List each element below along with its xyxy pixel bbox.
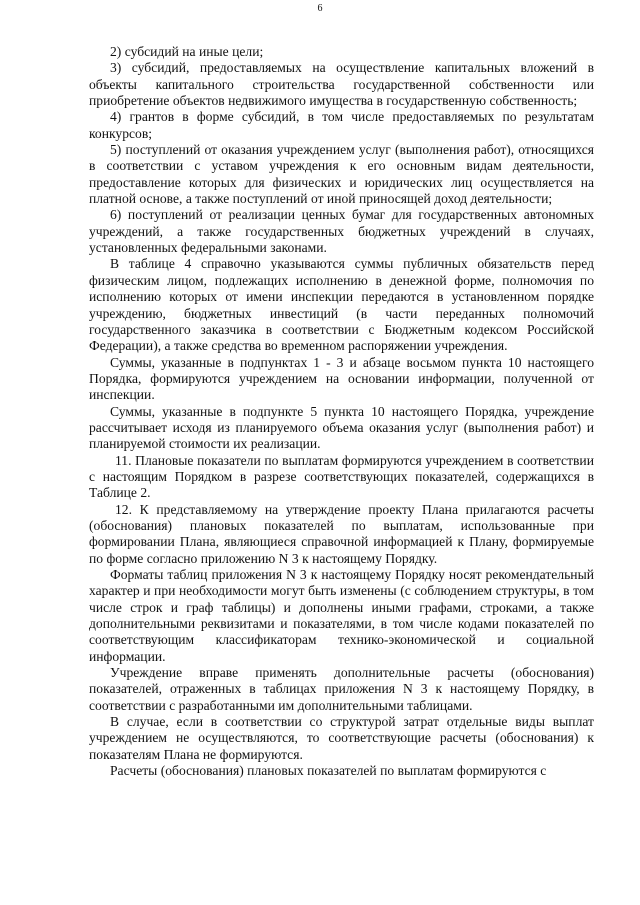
paragraph-additional-calc: Учреждение вправе применять дополнительные расчеты (обоснования) показателей, отраженных в таблицах приложения N 3 к настоящему Порядку, в соответствии с разработанными им дополнительными таблицами. (89, 665, 594, 713)
paragraph-sums-5: Суммы, указанные в подпункте 5 пункта 10 настоящего Порядка, учреждение рассчитывает исходя из планируемого объема оказания услуг (выполнения работ) и планируемой стоимости их реализации. (89, 403, 594, 452)
page-number: 6 (317, 3, 323, 14)
paragraph-service-income: 5) поступлений от оказания учреждением услуг (выполнения работ), относящихся в соответствии с уставом учреждения к его основным видам деятельности, предоставление которых для физических и юридических лиц осуществляется на платной основе, а также поступлений от иной приносящей доход деятельности; (89, 142, 594, 207)
paragraph-securities: 6) поступлений от реализации ценных бумаг для государственных автономных учреждений, а также государственных бюджетных учреждений в случаях, установленных федеральными законами. (89, 207, 594, 256)
paragraph-calc-formed: Расчеты (обоснования) плановых показателей по выплатам формируются с (110, 763, 547, 779)
paragraph-no-payments: В случае, если в соответствии со структурой затрат отдельные виды выплат учреждением не осуществляются, то соответствующие расчеты (обоснования) к показателям Плана не формируются. (89, 714, 594, 762)
paragraph-grants: 4) грантов в форме субсидий, в том числе предоставляемых по результатам конкурсов; (89, 109, 594, 141)
paragraph-subsidy-other: 2) субсидий на иные цели; (110, 44, 264, 59)
paragraph-item-11: 11. Плановые показатели по выплатам формируются учреждением в соответствии с настоящим Порядком в разрезе соответствующих показателей, содержащихся в Таблице 2. (89, 452, 594, 501)
paragraph-formats: Форматы таблиц приложения N 3 к настоящему Порядку носят рекомендательный характер и при необходимости могут быть изменены (с соблюдением структуры, в том числе строк и граф таблицы) и дополнены иными графами, строками, а также дополнительными реквизитами и показателями, в том числе кодами показателей по соответствующим классификаторам технико-экономической и социальной информации. (89, 567, 594, 664)
document-body (89, 44, 594, 779)
paragraph-item-12: 12. К представляемому на утверждение проекту Плана прилагаются расчеты (обоснования) плановых показателей по выплатам, использованные при формировании Плана, являющиеся справочной информацией к Плану, формируемые по форме согласно приложению N 3 к настоящему Порядку. (89, 501, 594, 566)
paragraph-subsidy-capital: 3) субсидий, предоставляемых на осуществление капитальных вложений в объекты капитального строительства государственной собственности или приобретение объектов недвижимого имущества в государственную собственность; (89, 60, 594, 109)
paragraph-table-4: В таблице 4 справочно указываются суммы публичных обязательств перед физическим лицом, подлежащих исполнению в денежной форме, полномочия по исполнению которых от имени инспекции передаются в установленном порядке учреждению, бюджетных инвестиций (в части переданных полномочий государственного заказчика в соответствии с Бюджетным кодексом Российской Федерации), а также средства во временном распоряжении учреждения. (89, 256, 594, 354)
paragraph-sums-1-3: Суммы, указанные в подпунктах 1 - 3 и абзаце восьмом пункта 10 настоящего Порядка, формируются учреждением на основании информации, полученной от инспекции. (89, 354, 594, 403)
